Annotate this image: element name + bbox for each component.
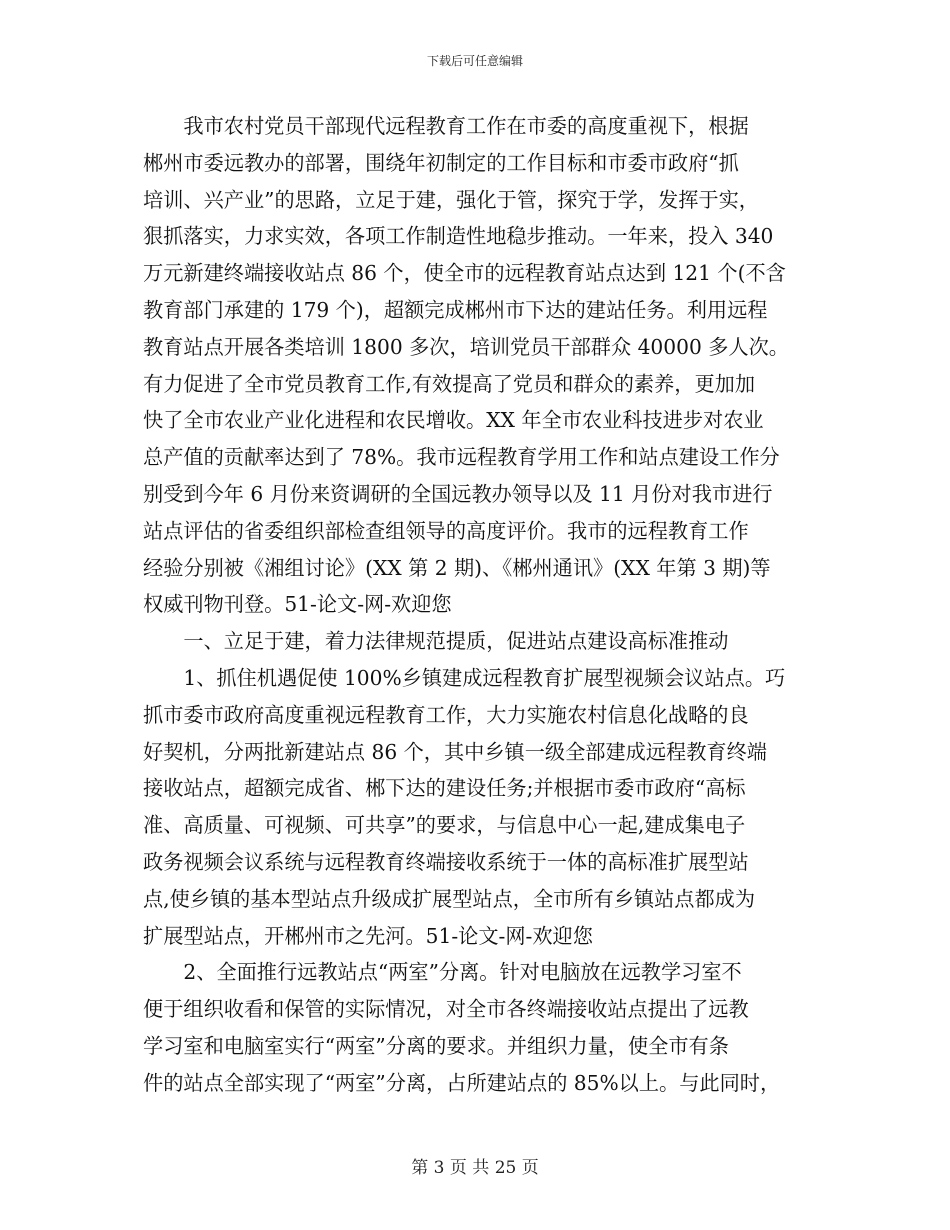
text-line: 培训、兴产业”的思路，立足于建，强化于管，探究于学，发挥于实， bbox=[143, 187, 759, 212]
text-line: 我市农村党员干部现代远程教育工作在市委的高度重视下，根据 bbox=[143, 114, 749, 138]
text-line: 教育部门承建的 179 个)，超额完成郴州市下达的建站任务。利用远程 bbox=[143, 297, 768, 322]
page-footer: 第 3 页 共 25 页 bbox=[411, 1158, 539, 1178]
text-line: 好契机，分两批新建站点 86 个，其中乡镇一级全部建成远程教育终端 bbox=[143, 739, 767, 764]
text-line: 万元新建终端接收站点 86 个，使全市的远程教育站点达到 121 个(不含 bbox=[143, 261, 786, 286]
text-line: 站点评估的省委组织部检查组领导的高度评价。我市的远程教育工作 bbox=[143, 518, 749, 543]
text-line: 经验分别被《湘组讨论》(XX 第 2 期)、《郴州通讯》(XX 年第 3 期)等 bbox=[143, 555, 771, 580]
text-line: 政务视频会议系统与远程教育终端接收系统于一体的高标准扩展型站 bbox=[143, 849, 749, 874]
text-line: 别受到今年 6 月份来资调研的全国远教办领导以及 11 月份对我市进行 bbox=[143, 481, 773, 506]
text-line: 有力促进了全市党员教育工作,有效提高了党员和群众的素养，更加加 bbox=[143, 371, 756, 396]
text-line: 狠抓落实，力求实效，各项工作制造性地稳步推动。一年来，投入 340 bbox=[143, 224, 774, 249]
text-line: 教育站点开展各类培训 1800 多次，培训党员干部群众 40000 多人次。 bbox=[143, 334, 789, 359]
text-line: 2、全面推行远教站点“两室”分离。针对电脑放在远教学习室不 bbox=[143, 960, 742, 985]
page-header: 下载后可任意编辑 bbox=[426, 54, 523, 68]
text-line: 接收站点，超额完成省、郴下达的建设任务;并根据市委市政府“高标 bbox=[143, 776, 746, 801]
text-line: 快了全市农业产业化进程和农民增收。XX 年全市农业科技进步对农业 bbox=[143, 408, 764, 433]
text-line: 扩展型站点，开郴州市之先河。51-论文-网-欢迎您 bbox=[143, 923, 593, 948]
document-body bbox=[143, 108, 821, 1102]
text-line: 总产值的贡献率达到了 78%。我市远程教育学用工作和站点建设工作分 bbox=[143, 445, 780, 470]
text-line: 便于组织收看和保管的实际情况，对全市各终端接收站点提出了远教 bbox=[143, 997, 749, 1022]
text-line: 郴州市委远教办的部署，围绕年初制定的工作目标和市委市政府“抓 bbox=[143, 150, 739, 175]
text-line: 1、抓住机遇促使 100%乡镇建成远程教育扩展型视频会议站点。巧 bbox=[143, 665, 786, 690]
text-line: 学习室和电脑室实行“两室”分离的要求。并组织力量，使全市有条 bbox=[143, 1033, 729, 1058]
text-line: 点,使乡镇的基本型站点升级成扩展型站点，全市所有乡镇站点都成为 bbox=[143, 886, 756, 911]
text-line: 权威刊物刊登。51-论文-网-欢迎您 bbox=[143, 592, 452, 617]
text-line: 准、高质量、可视频、可共享”的要求，与信息中心一起,建成集电子 bbox=[143, 813, 746, 838]
section-heading: 一、立足于建，着力法律规范提质，促进站点建设高标准推动 bbox=[143, 629, 729, 654]
text-line: 件的站点全部实现了“两室”分离，占所建站点的 85%以上。与此同时， bbox=[143, 1070, 781, 1095]
text-line: 抓市委市政府高度重视远程教育工作，大力实施农村信息化战略的良 bbox=[143, 702, 749, 727]
